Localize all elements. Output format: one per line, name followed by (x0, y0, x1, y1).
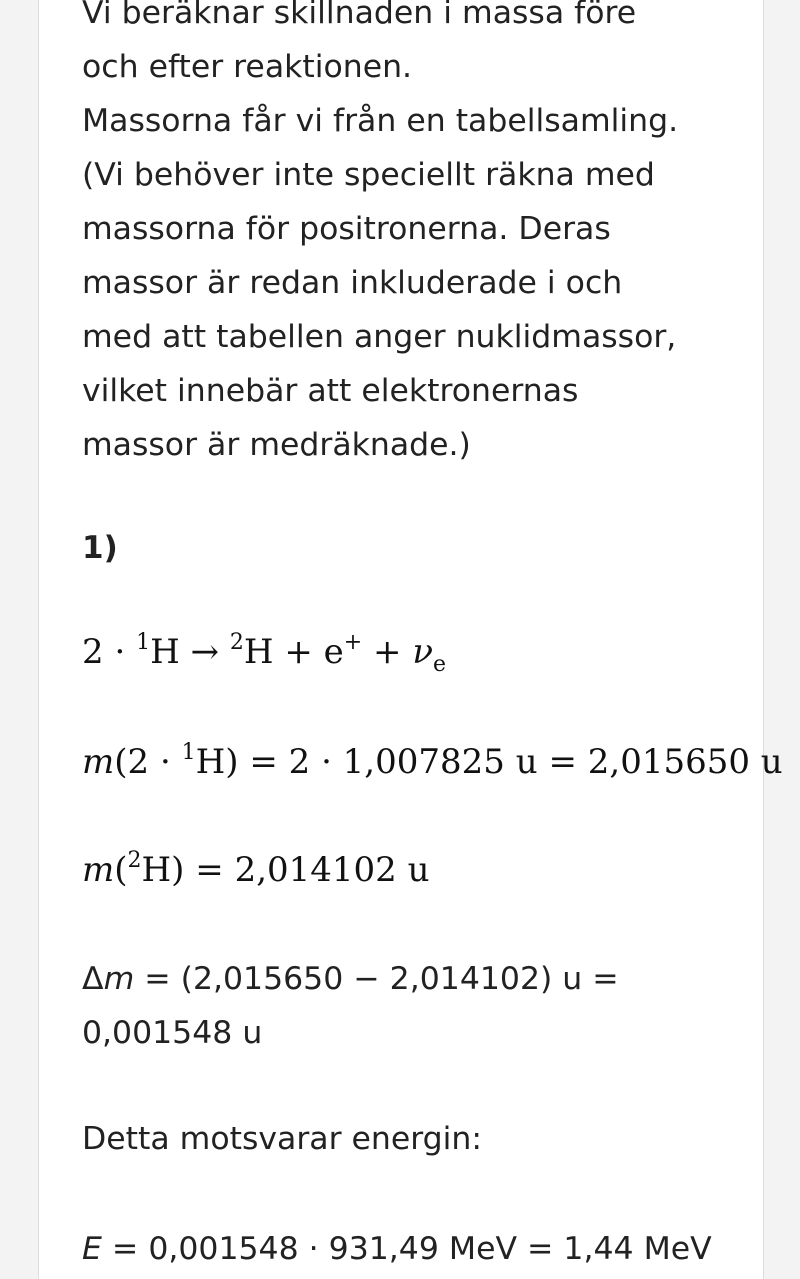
positron-charge: + (343, 630, 363, 655)
intro-line: massor är redan inkluderade i och (82, 265, 623, 301)
lhs-inner: (2 · (114, 742, 182, 782)
arrow: → (190, 632, 220, 672)
tail: H) (141, 850, 185, 890)
energy-label: Detta motsvarar energin: (82, 1121, 482, 1157)
intro-line: (Vi behöver inte speciellt räkna med (82, 157, 655, 193)
neutrino-subscript: e (433, 652, 447, 677)
intro-paragraph (82, 0, 742, 472)
lhs-tail: H) (195, 742, 239, 782)
open-paren: ( (114, 850, 128, 890)
mass-symbol: m (82, 742, 115, 782)
mass-equation-reactants (82, 742, 783, 782)
intro-line: och efter reaktionen. (82, 49, 413, 85)
intro-line: med att tabellen anger nuklidmassor, (82, 319, 677, 355)
equals-sign: = (548, 742, 577, 782)
dot-operator: · (114, 632, 126, 672)
equals-sign: = (249, 742, 278, 782)
result: 2,014102 u (234, 850, 430, 890)
mass-difference-line-2: 0,001548 u (82, 1015, 263, 1051)
energy-equation (82, 1222, 712, 1276)
energy-symbol: E (82, 1231, 102, 1267)
mass-symbol: m (103, 961, 135, 997)
equals-sign: = (195, 850, 224, 890)
left-margin (0, 0, 39, 1279)
intro-line: massor är medräknade.) (82, 427, 471, 463)
mass-number: 1 (181, 740, 196, 765)
right-margin (763, 0, 800, 1279)
mass-equation-product (82, 850, 430, 890)
intro-line: Massorna får vi från en tabellsamling. (82, 103, 679, 139)
mass-difference (82, 952, 619, 1060)
intro-line: vilket innebär att elektronernas (82, 373, 579, 409)
energy-expression: = 0,001548 · 931,49 MeV = 1,44 MeV (101, 1231, 712, 1267)
plus-operator: + (373, 632, 402, 672)
difference-expression: = (2,015650 − 2,014102) u = (134, 961, 619, 997)
plus-operator: + (284, 632, 313, 672)
element-symbol: H (150, 632, 180, 672)
intro-line: massorna för positronerna. Deras (82, 211, 611, 247)
intro-line: Vi beräknar skillnaden i massa före (82, 0, 637, 31)
coefficient: 2 (82, 632, 104, 672)
neutrino: ν (412, 632, 433, 672)
mass-difference-line-1 (82, 952, 619, 1006)
delta-symbol: Δ (82, 961, 104, 997)
expression: 2 · 1,007825 u (288, 742, 538, 782)
mass-number: 2 (229, 630, 244, 655)
reaction-equation (82, 630, 447, 677)
positron: e (323, 632, 344, 672)
mass-symbol: m (82, 850, 115, 890)
mass-number: 1 (136, 630, 151, 655)
result: 2,015650 u (587, 742, 783, 782)
mass-number: 2 (127, 848, 142, 873)
element-symbol: H (243, 632, 274, 672)
step-heading: 1) (82, 530, 118, 566)
